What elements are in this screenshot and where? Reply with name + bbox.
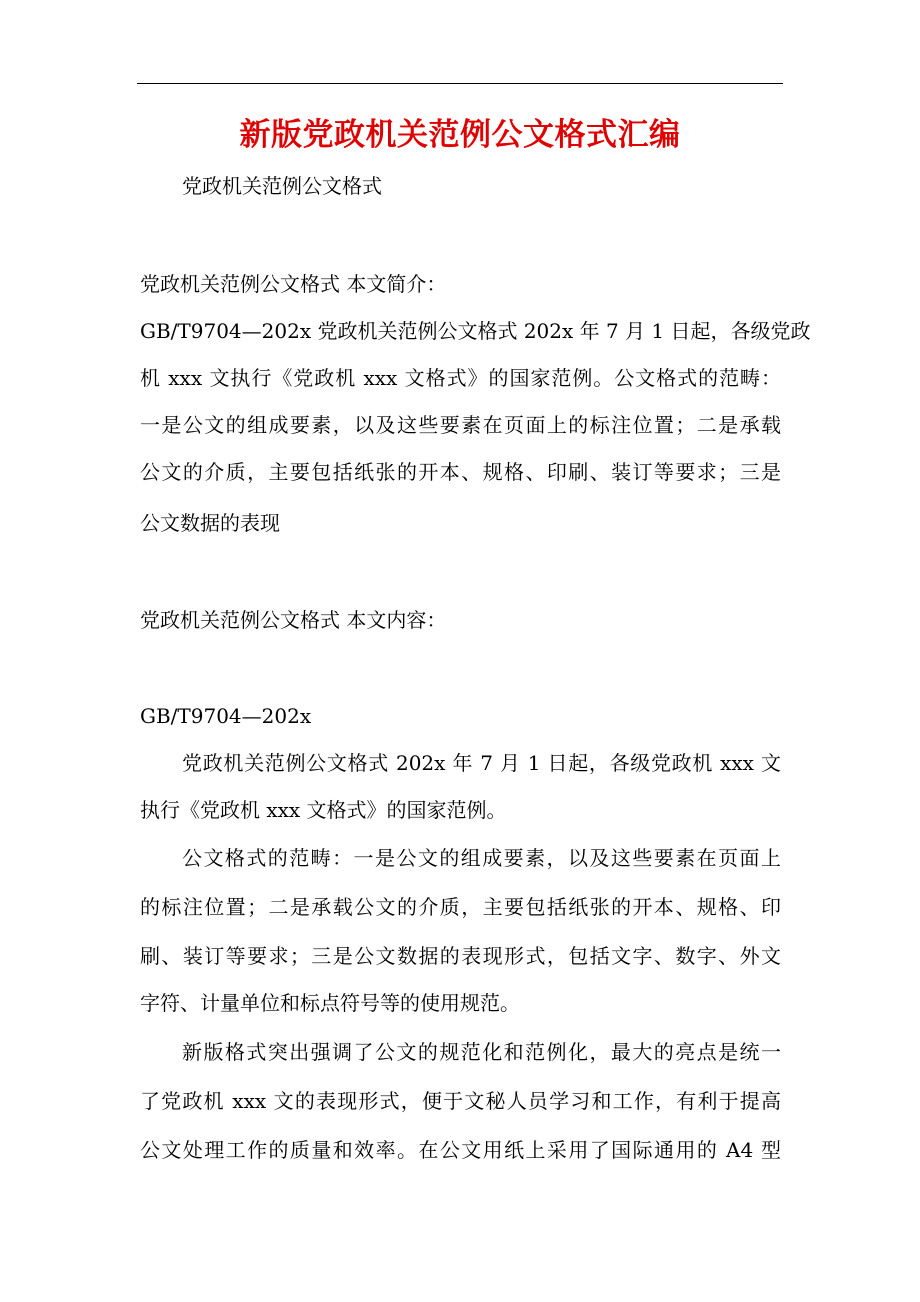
paragraph-line: 字符、计量单位和标点符号等的使用规范。 [140,991,520,1015]
header-rule [137,83,783,84]
intro-line: 机 xxx 文执行《党政机 xxx 文格式》的国家范例。公文格式的范畴： [140,366,781,390]
paragraph-line: 公文处理工作的质量和效率。在公文用纸上采用了国际通用的 A4 型 [140,1138,781,1162]
intro-line: 公文的介质，主要包括纸张的开本、规格、印刷、装订等要求；三是 [140,460,781,484]
paragraph-line: 执行《党政机 xxx 文格式》的国家范例。 [140,798,507,822]
paragraph-line: 公文格式的范畴：一是公文的组成要素，以及这些要素在页面上 [182,846,781,870]
paragraph-line: 了党政机 xxx 文的表现形式，便于文秘人员学习和工作，有利于提高 [140,1089,781,1113]
intro-line: 一是公文的组成要素，以及这些要素在页面上的标注位置；二是承载 [140,413,781,437]
intro-heading: 党政机关范例公文格式 本文简介： [140,272,447,296]
document-title: 新版党政机关范例公文格式汇编 [239,117,681,153]
standard-number: GB/T9704—202x [140,704,312,728]
intro-line: GB/T9704—202x 党政机关范例公文格式 202x 年 7 月 1 日起，各级党政 [140,319,811,343]
paragraph-line: 刷、装订等要求；三是公文数据的表现形式，包括文字、数字、外文 [140,944,781,968]
content-heading: 党政机关范例公文格式 本文内容： [140,608,447,632]
intro-line: 公文数据的表现 [140,511,280,535]
paragraph-line: 新版格式突出强调了公文的规范化和范例化，最大的亮点是统一 [182,1040,781,1064]
paragraph-line: 党政机关范例公文格式 202x 年 7 月 1 日起，各级党政机 xxx 文 [182,751,781,775]
document-subtitle: 党政机关范例公文格式 [182,174,382,198]
paragraph-line: 的标注位置；二是承载公文的介质，主要包括纸张的开本、规格、印 [140,895,781,919]
